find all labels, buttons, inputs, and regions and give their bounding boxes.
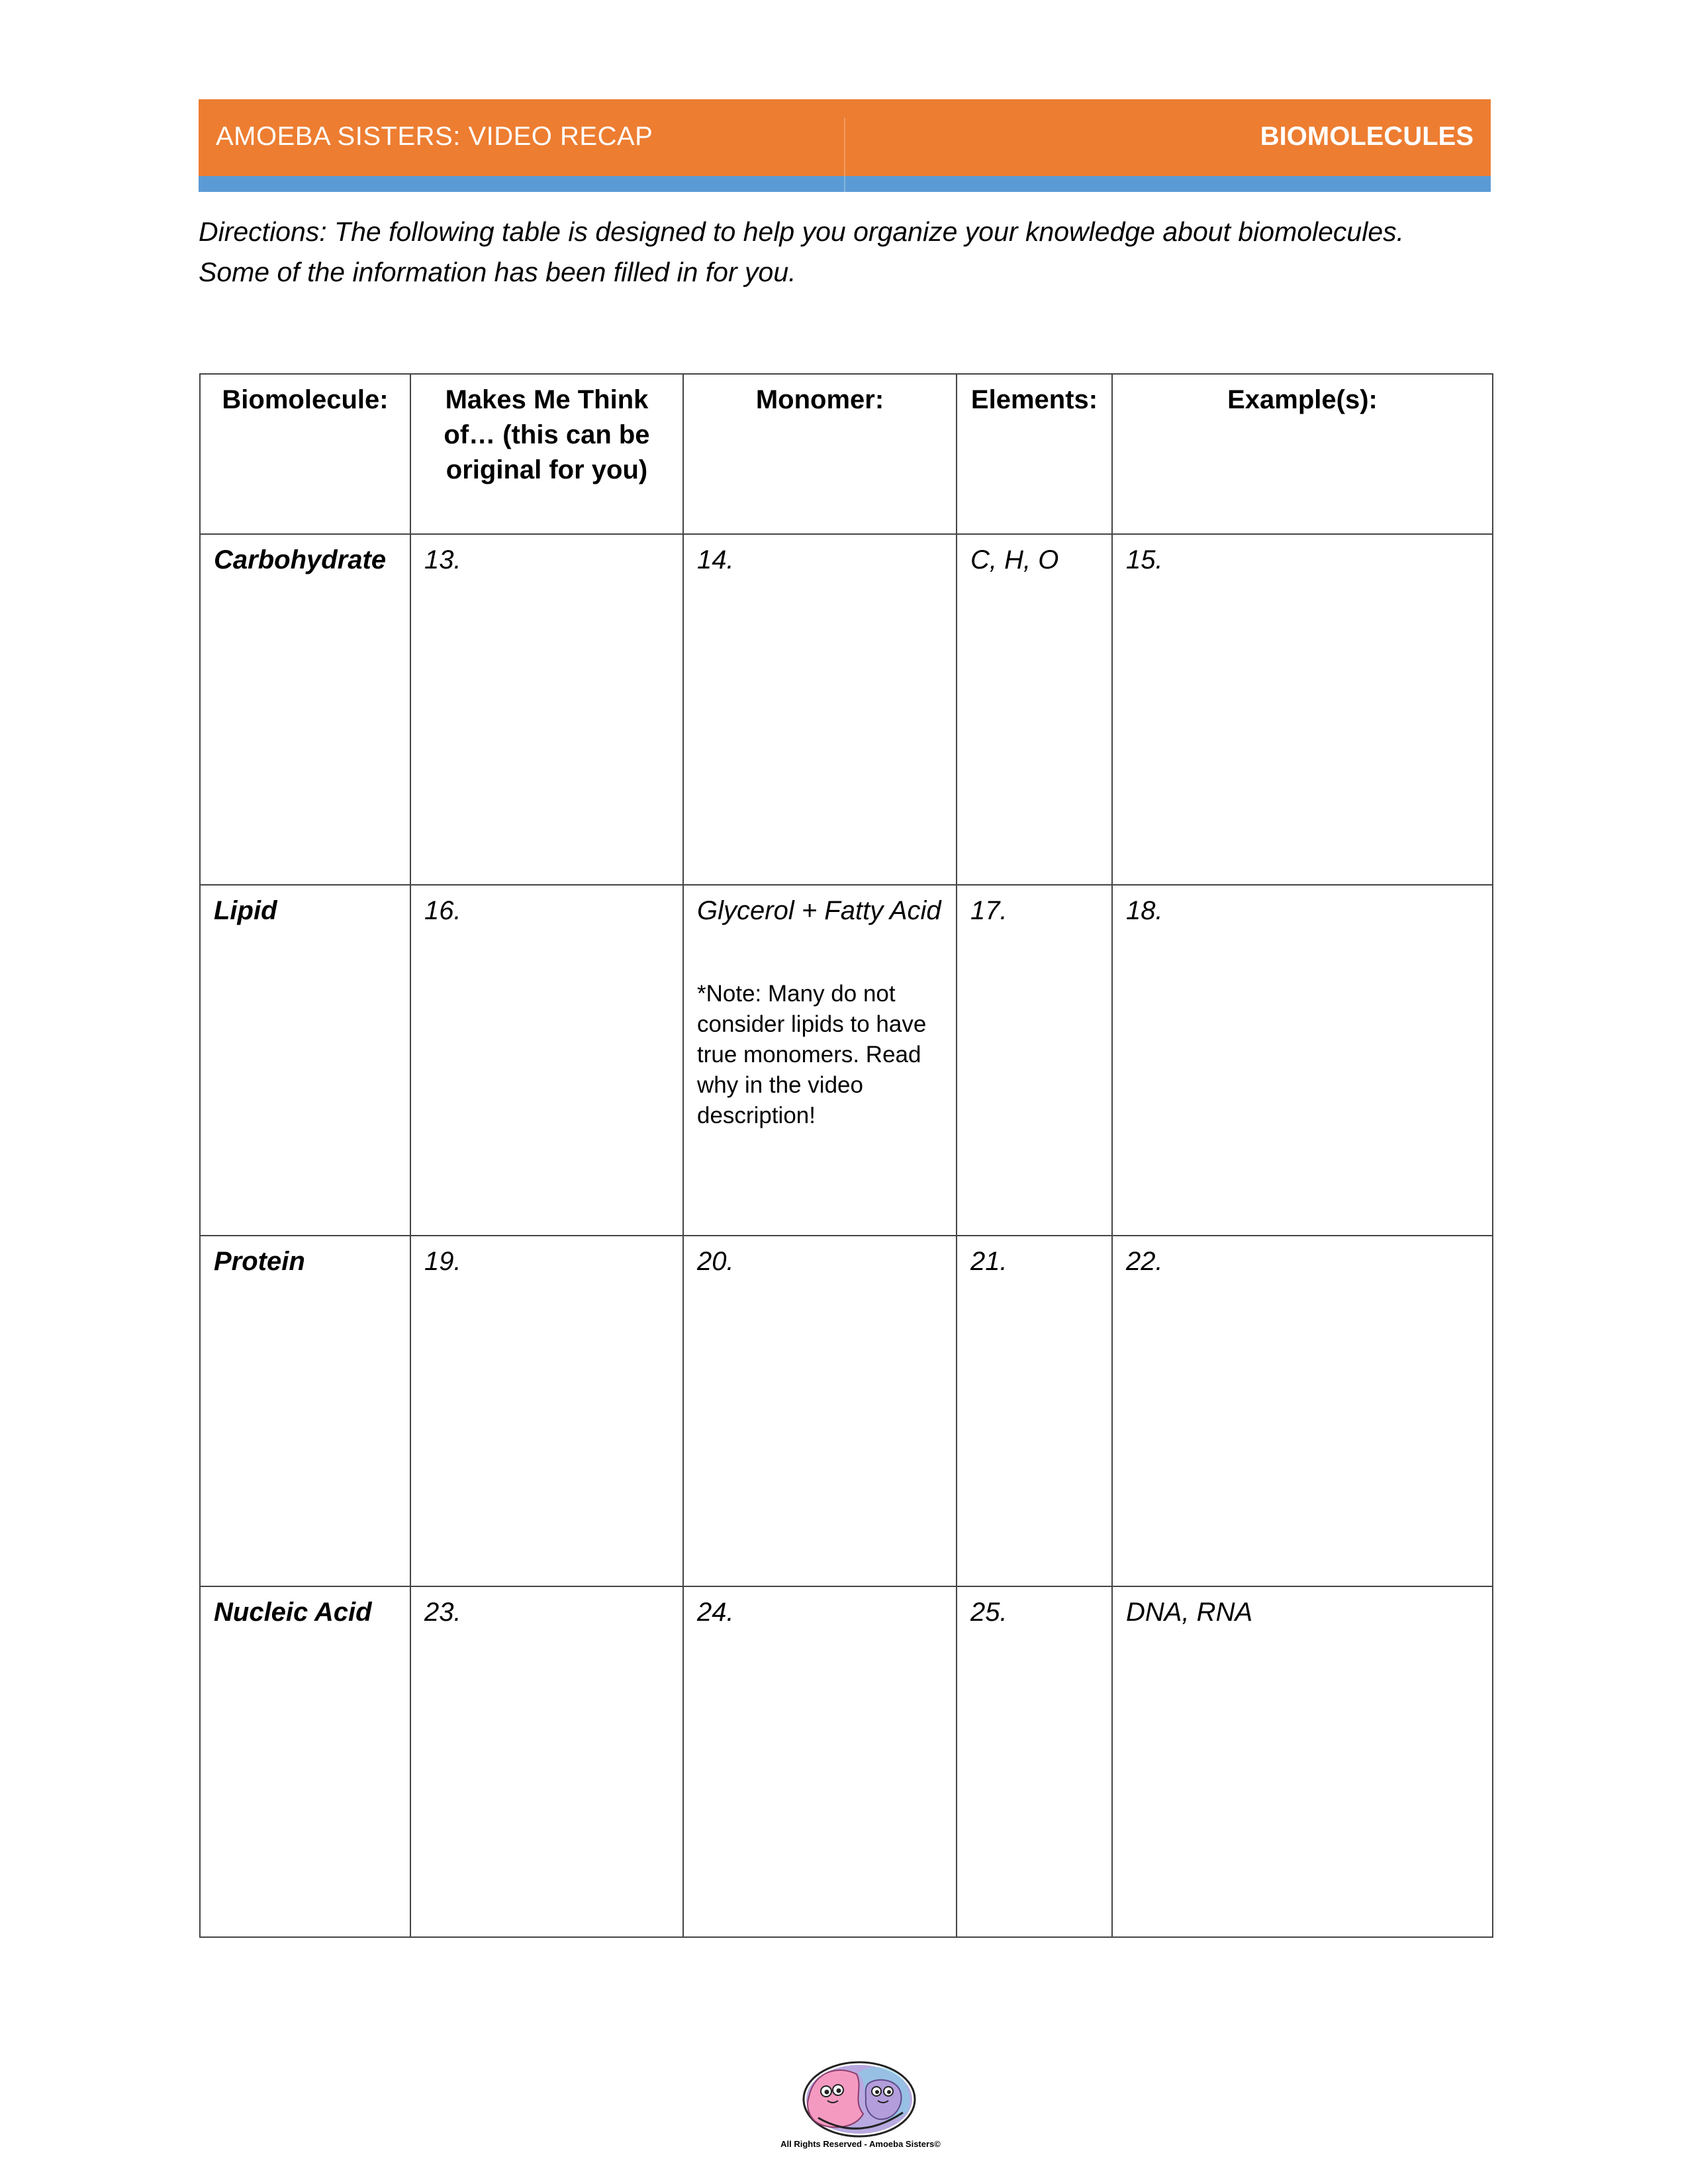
biomolecules-table: [199, 373, 1493, 1938]
header-elements: Elements:: [957, 374, 1112, 534]
row-label-lipid: Lipid: [200, 885, 410, 1236]
monomer-text: Glycerol + Fatty Acid: [697, 896, 941, 925]
row-label-carbohydrate: Carbohydrate: [200, 534, 410, 885]
cell-monomer[interactable]: 14.: [683, 534, 957, 885]
amoeba-sisters-logo-icon: [800, 2057, 919, 2146]
cell-makes-me-think[interactable]: 16.: [410, 885, 683, 1236]
header-monomer: Monomer:: [683, 374, 957, 534]
header-series-title: AMOEBA SISTERS: VIDEO RECAP: [216, 122, 653, 151]
header-divider: [844, 118, 845, 192]
directions: [199, 212, 1496, 293]
header-biomolecule: Biomolecule:: [200, 374, 410, 534]
cell-elements[interactable]: 21.: [957, 1236, 1112, 1586]
table-row: [200, 534, 1493, 885]
row-label-nucleic-acid: Nucleic Acid: [200, 1586, 410, 1937]
cell-makes-me-think[interactable]: 13.: [410, 534, 683, 885]
cell-elements[interactable]: 17.: [957, 885, 1112, 1236]
cell-examples[interactable]: 18.: [1112, 885, 1493, 1236]
amoeba-sisters-logo: [800, 2057, 919, 2146]
cell-monomer[interactable]: 20.: [683, 1236, 957, 1586]
directions-line-1: Directions: The following table is designed to help you organize your knowledge about biomolecules.: [199, 216, 1405, 247]
cell-makes-me-think[interactable]: 23.: [410, 1586, 683, 1937]
cell-elements[interactable]: 25.: [957, 1586, 1112, 1937]
cell-examples[interactable]: 22.: [1112, 1236, 1493, 1586]
directions-line-2: Some of the information has been filled in for you.: [199, 257, 796, 287]
cell-monomer[interactable]: 24.: [683, 1586, 957, 1937]
cell-examples: DNA, RNA: [1112, 1586, 1493, 1937]
header-examples: Example(s):: [1112, 374, 1493, 534]
table-row: [200, 1586, 1493, 1937]
table-row: [200, 1236, 1493, 1586]
header-makes-me-think: Makes Me Think of… (this can be original for you): [410, 374, 683, 534]
cell-makes-me-think[interactable]: 19.: [410, 1236, 683, 1586]
row-label-protein: Protein: [200, 1236, 410, 1586]
table-row: [200, 885, 1493, 1236]
table-header-row: [200, 374, 1493, 534]
monomer-note: *Note: Many do not consider lipids to have true monomers. Read why in the video description!: [697, 981, 927, 1128]
cell-examples[interactable]: 15.: [1112, 534, 1493, 885]
header-topic-title: BIOMOLECULES: [1260, 122, 1474, 151]
page-header: [199, 99, 1491, 192]
cell-monomer: [683, 885, 957, 1236]
cell-elements: C, H, O: [957, 534, 1112, 885]
copyright-text: All Rights Reserved - Amoeba Sisters©: [780, 2139, 941, 2149]
